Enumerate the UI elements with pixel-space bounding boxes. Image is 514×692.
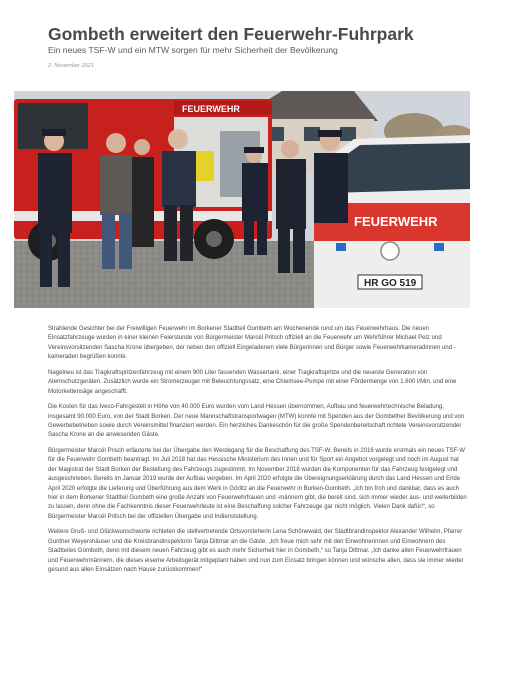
- article-body: [48, 325, 468, 582]
- paragraph-4: Bürgermeister Marcél Prisch erläuterte bei der Übergabe den Werdegang für die Beschaffung des TSF-W. Bereits in 2016 wurde erstmals ein neues TSF-W für die Feuerwehr Gombeth beantragt. Im Juli 2018 hat das Hessische Ministerium des Innen und für Sport ein Angebot vorgelegt und noch im August hat der Magistrat der Stadt Borken der Bestellung des Fahrzeugs zugestimmt. Im November 2018 wurden die Komponenten für das Fahrzeug festgelegt und ausgeschrieben. Bereits im Januar 2019 wurde der Aufbau vergeben. Im April 2020 erfolgte die Übereignungserklärung durch das Land Hessen und Ende April 2020 erfolgte die Lieferung und Überführung aus dem Werk in Görlitz an die Feuerwehr in Borken-Gombeth. „Ich bin froh und dankbar, dass es auch hier in dem Borkener Stadtteil Gombeth eine große Anzahl von Feuerwehrfrauen und -männern gibt, die bereit sind, sich immer wieder aus- und weiterbilden zu lassen, denn ohne die Fachkenntnis dieser Feuerwehrleute ist eine Beschaffung solcher Fahrzeuge gar nicht möglich. Vielen Dank dafür!“, so Bürgermeister Marcél Pritsch bei der offiziellen Übergabe und Indienststellung.: [48, 448, 467, 520]
- paragraph-2: Nagelneu ist das Tragkraftspritzenfahrzeug mit einem 900 Liter fassenden Wassertank, einer Tragkraftspritze und die neueste Generation von Atemschutzgeräten. Zusätzlich wurde ein Stromerzeuger mit Beleuchtungssatz, eine Chiemsee-Pumpe mit einer Fördermenge von 1.600 l/Min. und eine Motorkettensäge angeschafft.: [48, 369, 457, 395]
- license-plate: HR GO 519: [364, 278, 417, 289]
- paragraph-1: Strahlende Gesichter bei der Freiwilligen Feuerwehr im Borkener Stadtteil Gombeth am Wochenende rund um das Feuerwehrhaus. Die neuen Einsatzfahrzeuge wurden in einer kleinen Feierstunde von Bürgermeister Marcél Pritsch offiziell an die Feuerwehr um Wehrführer Michael Pelz und Vereinsvorsitzenden Sascha Krone übergeben, der neben den offiziell Eingeladenen viele Bürgerinnen und Bürger sowie Feuerwehrkameradinnen und -kameraden begrüßen konnte.: [48, 326, 456, 361]
- article-title: Gombeth erweitert den Feuerwehr-Fuhrpark: [48, 23, 414, 44]
- paragraph-3: Die Kosten für das Iveco-Fahrgestell in Höhe von 40.000 Euro wurden vom Land Hessen übernommen, Aufbau und feuerwehrtechnische Beladung, insgesamt 90.000 Euro, von der Stadt Borken. Der neue Mannschaftstransportwagen (MTW) konnte mit Spenden aus der Gombether Bevölkerung und von Gewerbebetrieben sowie durch Vereinsmittel finanziert werden. Ein herzliches Dankeschön für die große Spendenbereitschaft richtete Vereinsvorsitzender Sascha Krone an die anwesenden Gäste.: [48, 404, 465, 439]
- truck-label-right: FEUERWEHR: [354, 214, 438, 229]
- article-subtitle: Ein neues TSF-W und ein MTW sorgen für mehr Sicherheit der Bevölkerung: [48, 45, 338, 55]
- truck-label-left: FEUERWEHR: [182, 104, 240, 114]
- publish-date: 2. November 2021: [48, 63, 95, 69]
- paragraph-5: Weitere Gruß- und Glückwunschworte richteten die stellvertretende Ortsvorsteherin Lena Schönewald, der Stadtbrandinspektor Alexander Wilhelm, Pfarrer Gunther Weyershäuser und die Kreisbrandinspektorin Tanja Dittmar an die Gäste. „Ich freue mich sehr mit den Einwohnerinnen und Einwohnern des Stadtteiles Gombeth, denn mit diesem neuen Fahrzeug gibt es auch mehr Sicherheit hier in Gombeth,“ so Tanja Dittmar. „Ich danke allen Feuerwehrfrauen und Feuerwehrmännern, die dieses eiserne Arbeitsgerät mitgeplant haben und nun zum Einsatz bringen können und wünsche allen, dass sie immer wieder gesund aus allen Einsätzen nach Hause zurückkommen!“: [48, 529, 464, 574]
- article-photo: [14, 91, 470, 308]
